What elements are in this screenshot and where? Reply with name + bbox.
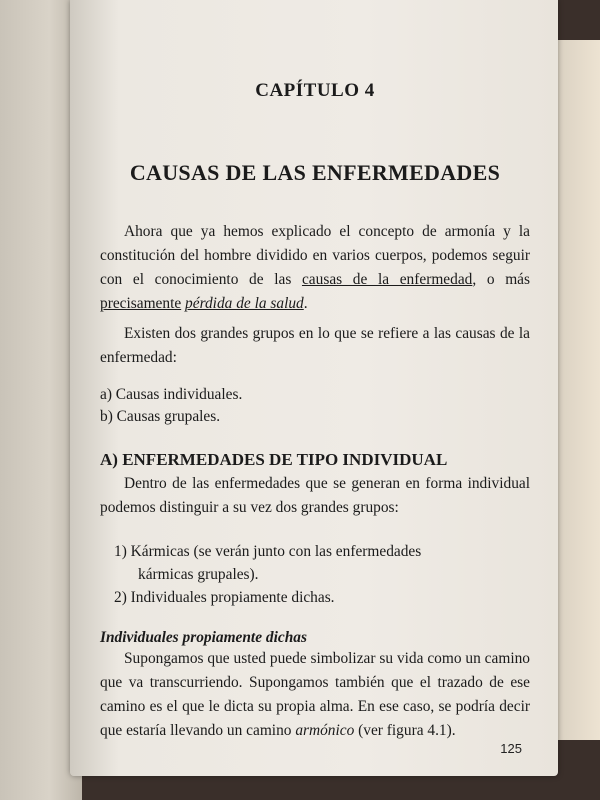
subheading: Individuales propiamente dichas bbox=[100, 629, 307, 646]
list-item: a) Causas individuales. bbox=[100, 386, 243, 403]
groups-list bbox=[100, 384, 530, 428]
chapter-label: CAPÍTULO 4 bbox=[255, 80, 375, 101]
groups-intro: Existen dos grandes grupos en lo que se refiere a las causas de la enfermedad: bbox=[100, 325, 530, 366]
chapter-title: CAUSAS DE LAS ENFERMEDADES bbox=[129, 160, 501, 185]
book-page bbox=[70, 0, 558, 776]
intro-text-a: Ahora que ya hemos explicado el concepto de armonía y la constitución del hombre dividido en varios cuerpos, podemos seguir con el conocimiento de las bbox=[100, 223, 530, 288]
list-item-line: kármicas grupales). bbox=[138, 566, 259, 583]
list-item-line: 1) Kármicas (se verán junto con las enfermedades bbox=[114, 543, 422, 560]
intro-paragraph bbox=[100, 220, 530, 316]
intro-underlined-precisely: precisamente bbox=[100, 295, 182, 312]
intro-text-g: . bbox=[303, 295, 308, 312]
page-content bbox=[100, 80, 530, 743]
intro-underlined-health-loss: pérdida de la salud bbox=[185, 295, 304, 312]
section-a-paragraph: Dentro de las enfermedades que se generan en forma individual podemos distinguir a su vez dos grandes grupos: bbox=[100, 475, 530, 516]
list-item: 2) Individuales propiamente dichas. bbox=[114, 589, 335, 606]
section-heading: A) ENFERMEDADES DE TIPO INDIVIDUAL bbox=[100, 450, 448, 469]
page-number: 125 bbox=[500, 741, 522, 756]
right-page-edge bbox=[552, 40, 600, 740]
final-text-a: Supongamos que usted puede simbolizar su vida como un camino que va transcurriendo. Supongamos también que el trazado de ese camino es el que le dicta su propia alma. En ese caso, se podría decir que estaría llevando un camino bbox=[100, 650, 530, 739]
intro-text-c: , o más bbox=[472, 271, 530, 288]
final-text-italic: armónico bbox=[295, 722, 355, 739]
list-item bbox=[114, 540, 530, 586]
individual-list bbox=[114, 540, 530, 609]
list-item: b) Causas grupales. bbox=[100, 408, 221, 425]
final-text-c: (ver figura 4.1). bbox=[354, 722, 456, 739]
intro-underlined-causes: causas de la enfermedad bbox=[301, 271, 473, 288]
final-paragraph bbox=[100, 647, 530, 743]
